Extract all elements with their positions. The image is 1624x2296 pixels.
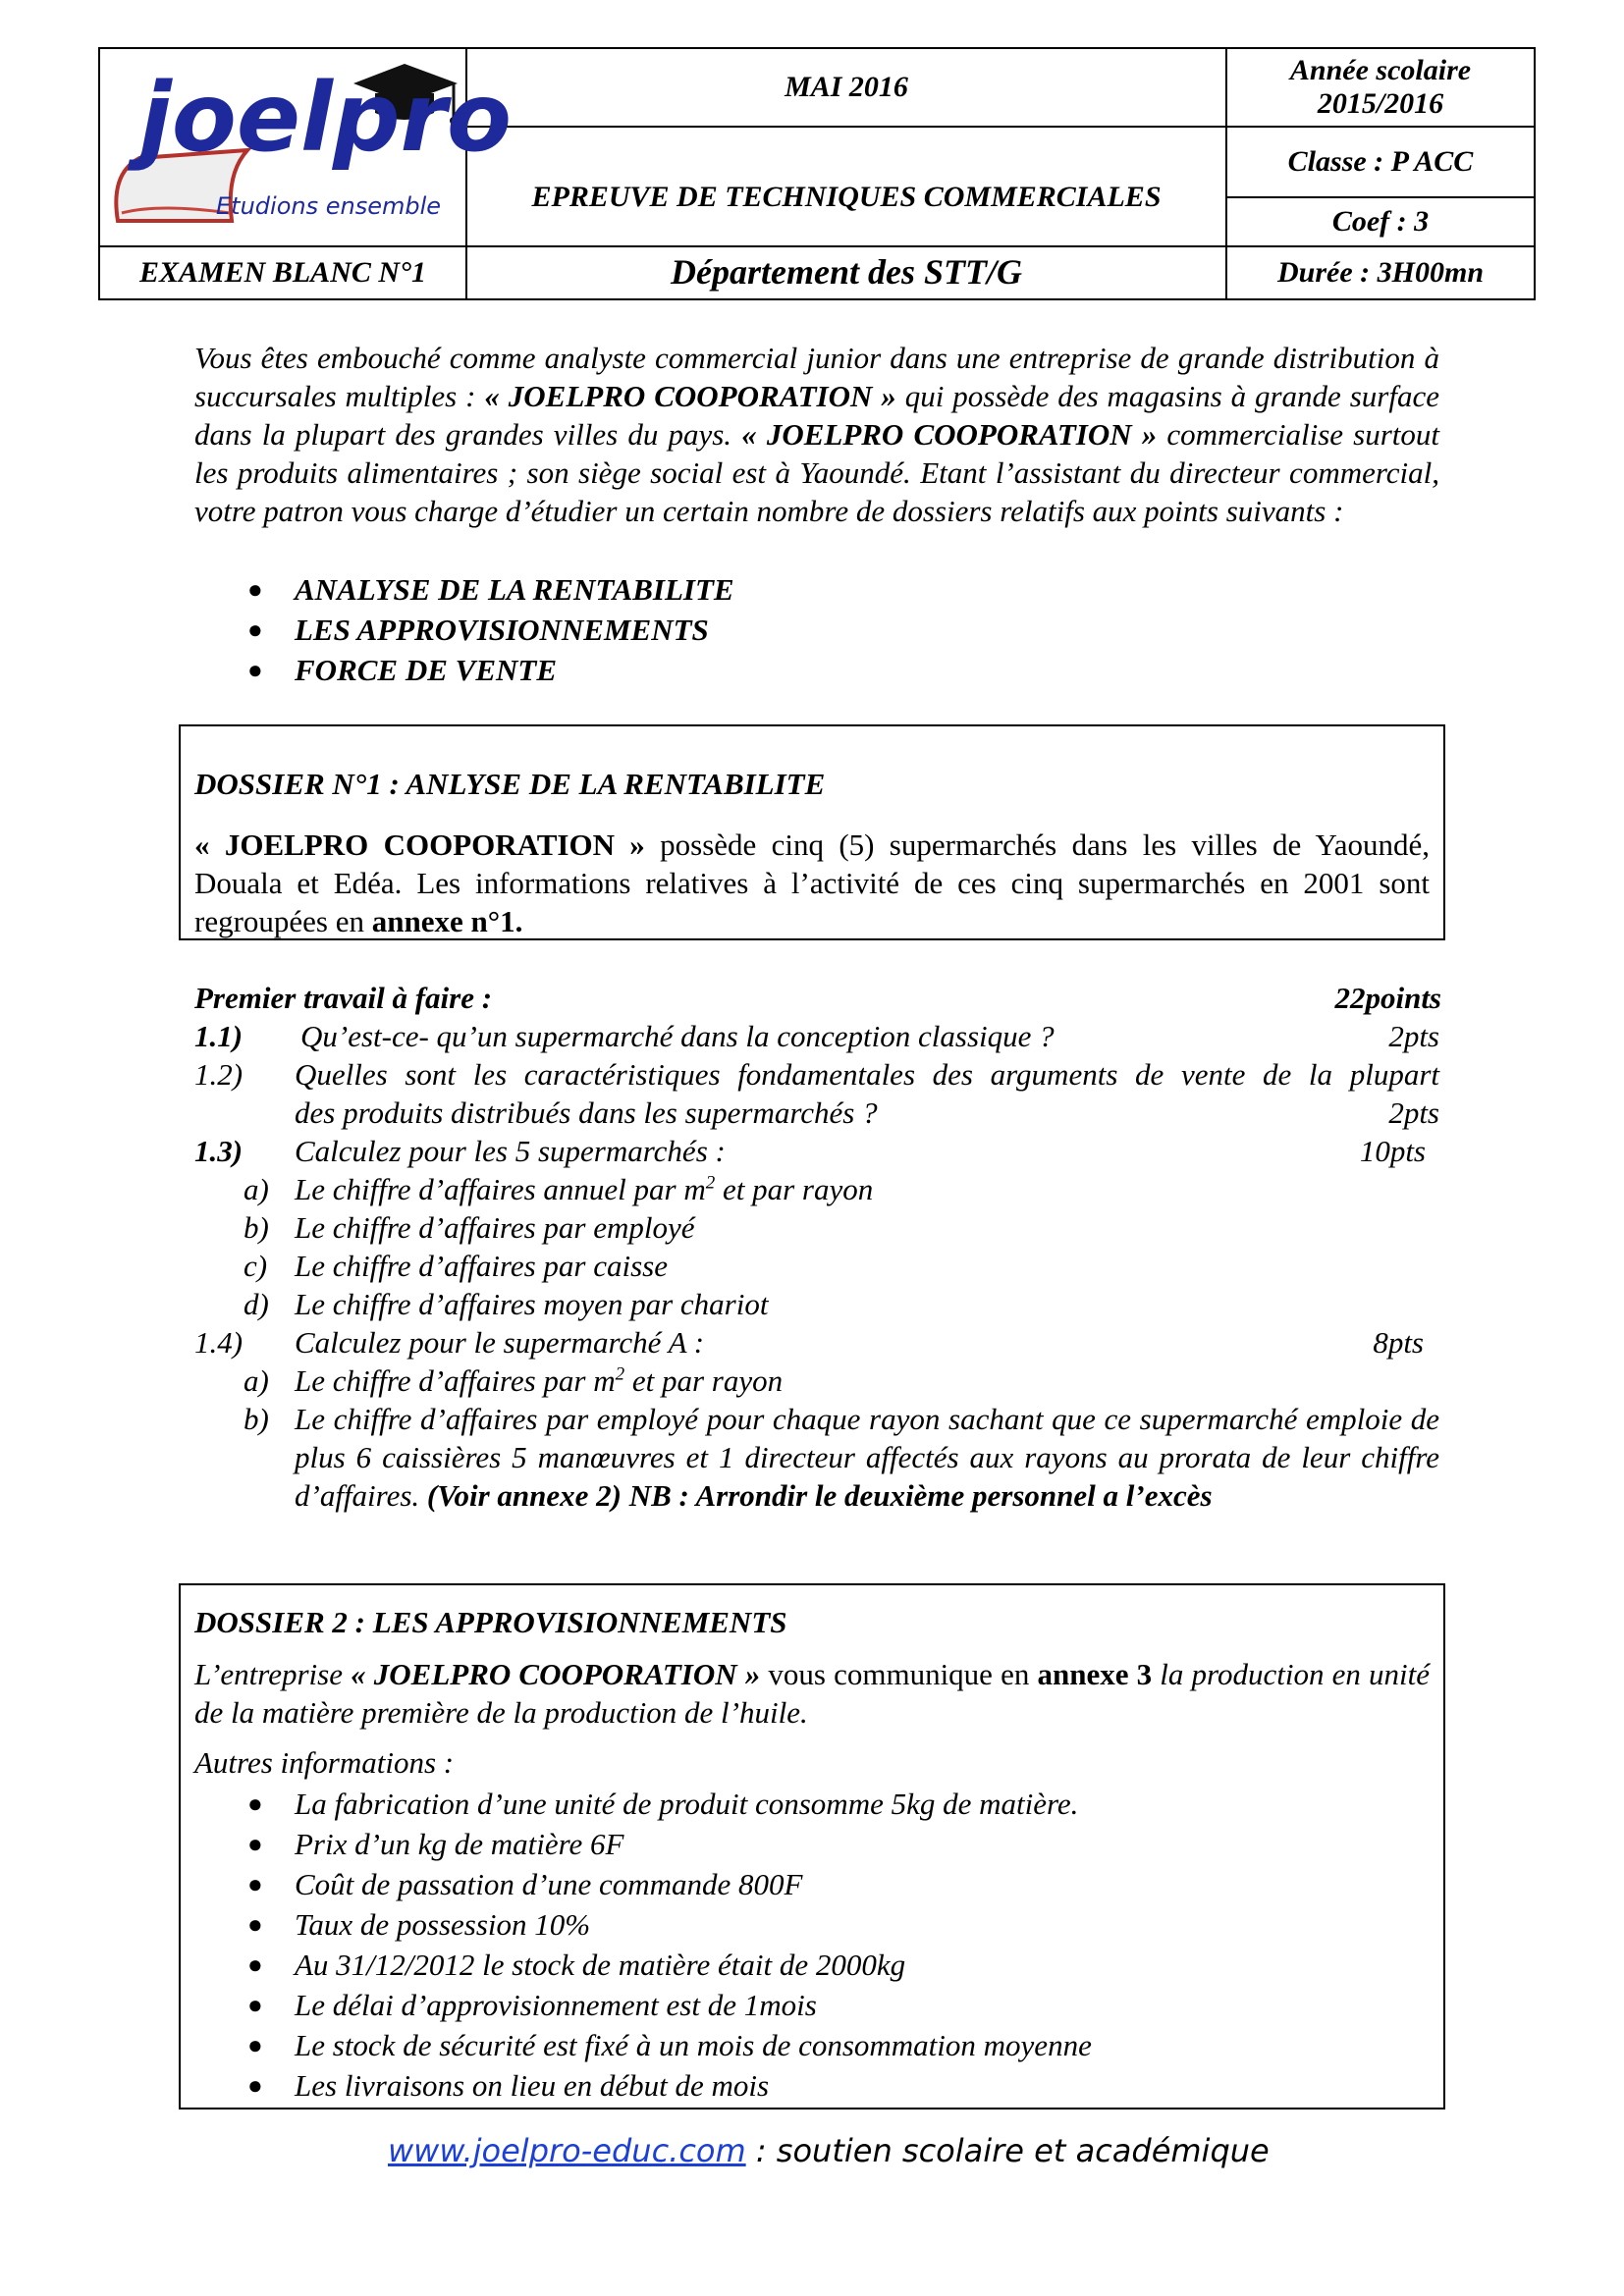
q12-number: 1.2) [194,1057,244,1092]
bullet-icon: ● [247,1870,263,1898]
intro-text-1: Vous êtes embouché comme analyste commercial junior dans une entreprise de grande distribution à succursales multiples : [194,341,1439,413]
bullet-icon: ● [247,575,263,604]
q13b-text: Le chiffre d’affaires par employé [295,1210,695,1245]
list-item: ● Taux de possession 10% [295,1904,1424,1945]
bullet-icon: ● [247,2071,263,2100]
intro-paragraph [194,339,1439,530]
website-link[interactable]: www.joelpro-educ.com [388,2132,746,2169]
dossier2-text: L’entreprise « JOELPRO COOPORATION » vous communique en annexe 3 la production en unité de la matière première de la production de l’huile. [194,1657,1430,1730]
intro-points [247,569,1276,690]
exam-type: EXAMEN BLANC N°1 [99,246,466,299]
dossier1-title: DOSSIER N°1 : ANLYSE DE LA RENTABILITE [194,767,826,801]
bullet-icon: ● [247,1910,263,1939]
school-year [1226,48,1535,127]
q13b-letter: b) [244,1210,269,1245]
intro-company-2: « JOELPRO COOPORATION » [741,417,1158,452]
bullet-icon: ● [247,2031,263,2059]
q13-points: 10pts [1359,1134,1426,1168]
q12-points: 2pts [1388,1095,1439,1130]
q13d-letter: d) [244,1287,269,1321]
footer [388,2132,1272,2169]
bullet-icon: ● [247,1950,263,1979]
header-table [98,47,1536,300]
dossier2-title: DOSSIER 2 : LES APPROVISIONNEMENTS [194,1605,787,1639]
q12-line1: Quelles sont les caractéristiques fondamentales des arguments de vente de la plupart [295,1057,1439,1092]
list-item: ● Coût de passation d’une commande 800F [295,1864,1424,1904]
class-label: Classe : P ACC [1226,127,1535,197]
work1-points: 22points [1334,981,1441,1015]
joelpro-logo [100,56,512,239]
dossier2-info-list [247,1784,1424,2106]
list-item: ● LES APPROVISIONNEMENTS [295,610,1276,650]
q13-number: 1.3) [194,1134,244,1168]
intro-text-3: commercialise surtout les produits alimentaires ; son siège social est à Yaoundé. Etant l’assistant du directeur commercial, votre patron vous charge d’étudier un certain nombre de dossiers relatifs aux points suivants : [194,417,1439,528]
list-item: ● Le stock de sécurité est fixé à un mois de consommation moyenne [295,2025,1424,2065]
logo-tagline: Etudions ensemble [216,192,442,220]
q14-points: 8pts [1373,1325,1424,1360]
exam-date: MAI 2016 [466,48,1226,127]
q14-number: 1.4) [194,1325,244,1360]
bullet-icon: ● [247,656,263,684]
bullet-icon: ● [247,1991,263,2019]
dossier1-body: possède cinq (5) supermarchés dans les villes de Yaoundé, Douala et Edéa. Les informations relatives à l’activité de ces cinq supermarchés en 2001 sont regroupées en [194,828,1431,938]
q11-text: Qu’est-ce- qu’un supermarché dans la conception classique ? [300,1019,1055,1053]
q13d-text: Le chiffre d’affaires moyen par chariot [295,1287,769,1321]
bullet-icon: ● [247,1789,263,1818]
list-item: ● Le délai d’approvisionnement est de 1mois [295,1985,1424,2025]
bullet-icon: ● [247,1830,263,1858]
q13a-text: Le chiffre d’affaires annuel par $m^2$ et par rayon [295,1172,874,1206]
coef-label: Coef : 3 [1226,197,1535,246]
q14b-text: Le chiffre d’affaires par employé pour chaque rayon sachant que ce supermarché emploie de plus 6 caissières 5 manœuvres et 1 directeur affectés aux rayons au prorata de leur chiffre d’affaires. (Voir annexe 2) NB : Arrondir le deuxième personnel a l’excès [295,1402,1439,1513]
q14-text: Calculez pour le supermarché A : [295,1325,705,1360]
q14a-letter: a) [244,1363,269,1398]
duration: Durée : 3H00mn [1226,246,1535,299]
intro-company-1: « JOELPRO COOPORATION » [484,379,896,413]
q11-number: 1.1) [194,1019,244,1053]
list-item: ● FORCE DE VENTE [295,650,1276,690]
exam-title: EPREUVE DE TECHNIQUES COMMERCIALES [466,127,1226,246]
q13-text: Calculez pour les 5 supermarchés : [295,1134,726,1168]
dossier1-text [194,826,1430,940]
dossier2-other-label: Autres informations : [194,1745,455,1780]
q13c-letter: c) [244,1249,268,1283]
work1-title: Premier travail à faire : [194,981,493,1015]
q13a-letter: a) [244,1172,269,1206]
list-item: ● La fabrication d’une unité de produit consomme 5kg de matière. [295,1784,1424,1824]
dossier1-annex: annexe n°1. [371,904,523,938]
school-year-value: 2015/2016 [1317,87,1444,120]
svg-text:joelpro: joelpro [139,63,512,173]
school-year-label: Année scolaire [1289,53,1472,86]
department: Département des STT/G [466,246,1226,299]
list-item: ● Les livraisons on lieu en début de mois [295,2065,1424,2106]
footer-text: : soutien scolaire et académique [745,2132,1270,2169]
q11-points: 2pts [1388,1019,1439,1053]
intro-text-2: qui possède des magasins à grande surface dans la plupart des grandes villes du pays. [194,379,1439,452]
list-item: ● Au 31/12/2012 le stock de matière était de 2000kg [295,1945,1424,1985]
q14a-text: Le chiffre d’affaires par $m^2$ et par rayon [295,1363,784,1398]
q14b-letter: b) [244,1402,269,1436]
q12-line2: des produits distribués dans les supermarchés ? [295,1095,878,1130]
dossier1-company: « JOELPRO COOPORATION » [194,828,645,862]
bullet-icon: ● [247,615,263,644]
q13c-text: Le chiffre d’affaires par caisse [295,1249,668,1283]
logo-cell [99,48,512,246]
list-item: ● Prix d’un kg de matière 6F [295,1824,1424,1864]
list-item: ● ANALYSE DE LA RENTABILITE [295,569,1276,610]
